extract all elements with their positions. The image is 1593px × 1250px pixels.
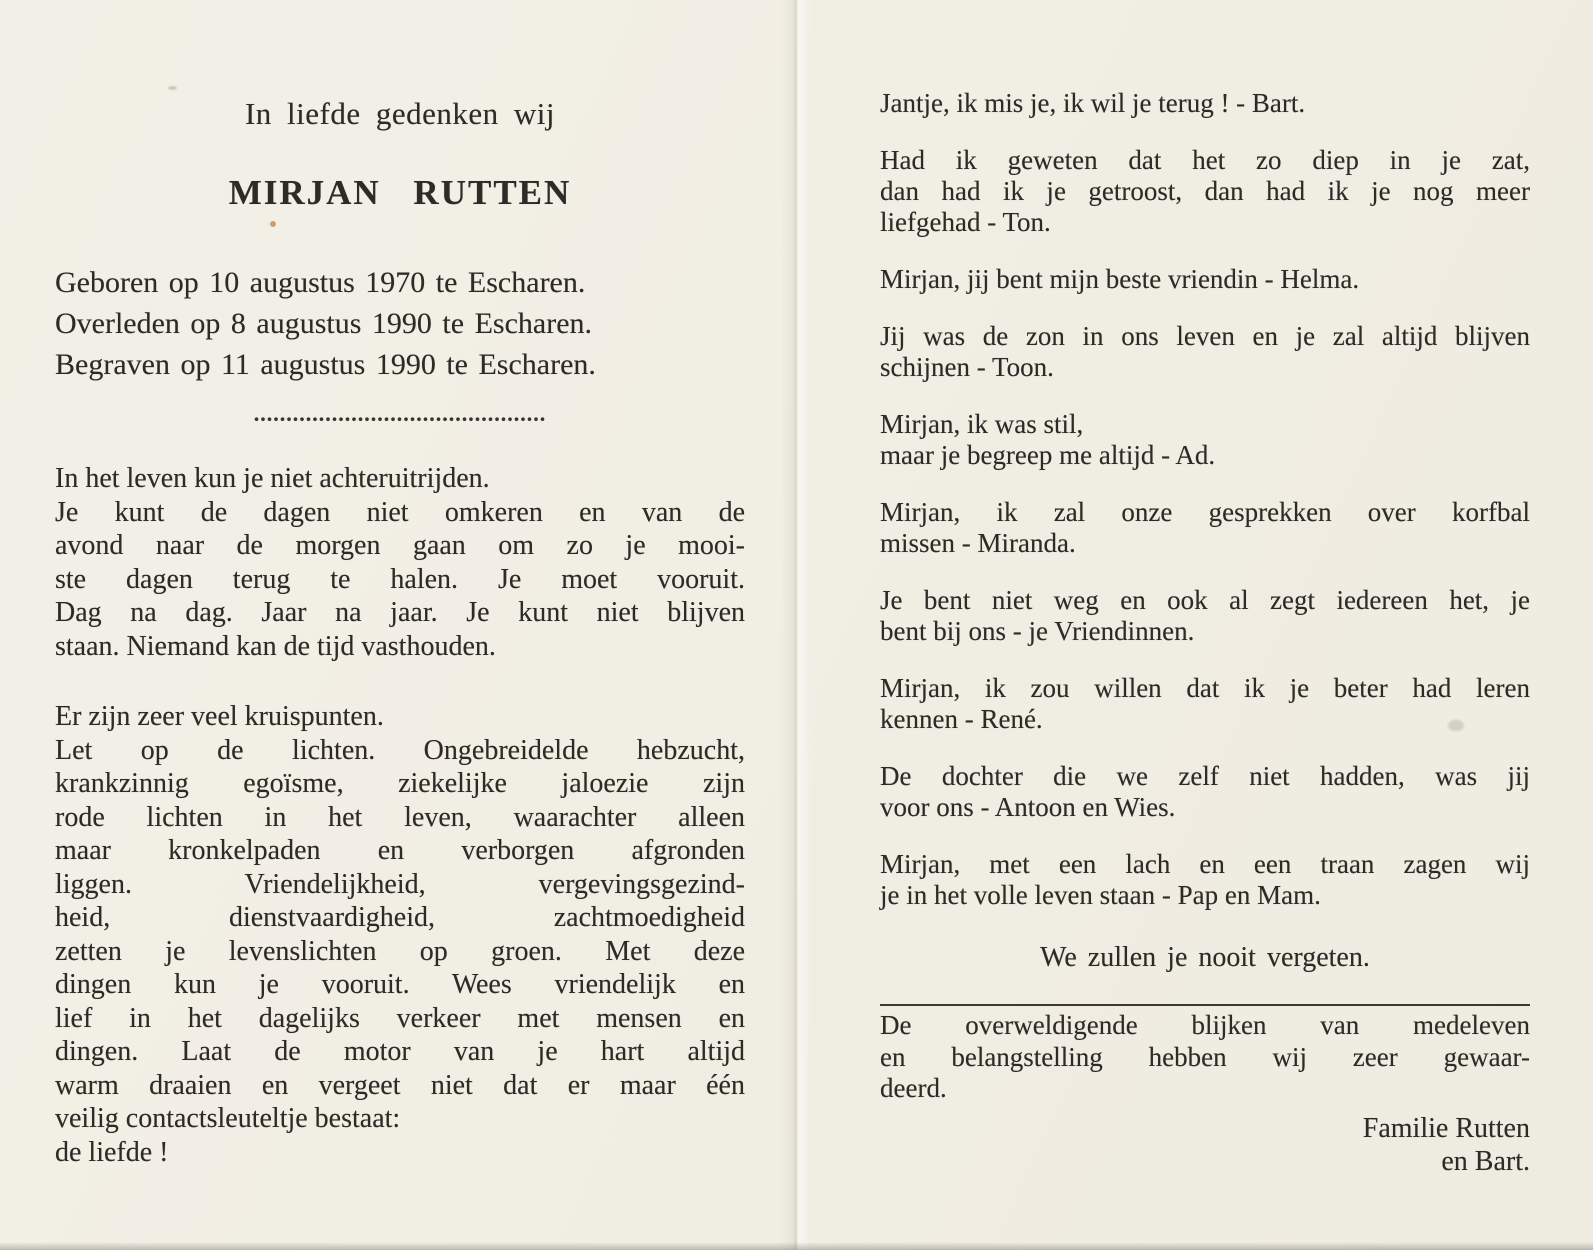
horizontal-divider	[880, 1004, 1530, 1006]
text-line: kennen - René.	[880, 704, 1043, 734]
text-line: Er zijn zeer veel kruispunten.	[55, 701, 384, 732]
condolence-list	[880, 88, 1530, 911]
paper-speck	[168, 86, 177, 90]
text-line: en belangstelling hebben wij zeer gewaar-	[880, 1041, 1530, 1072]
text-line: deerd.	[880, 1073, 947, 1103]
condolence-paragraph	[880, 145, 1530, 238]
condolence-paragraph	[880, 761, 1530, 823]
text-line: dingen. Laat de motor van je hart altijd	[55, 1036, 745, 1067]
text-line: schijnen - Toon.	[880, 352, 1054, 382]
text-line: Mirjan, ik zou willen dat ik je beter had leren	[880, 673, 1530, 703]
memorial-poem-part-2	[55, 700, 745, 1169]
text-line: en Bart.	[1441, 1145, 1530, 1177]
text-line: lief in het dagelijks verkeer met mensen en	[55, 1002, 745, 1034]
condolence-paragraph	[880, 409, 1530, 471]
text-line: je in het volle leven staan - Pap en Mam.	[880, 880, 1321, 910]
text-line: Overleden op 8 augustus 1990 te Escharen.	[55, 307, 593, 340]
text-line: Geboren op 10 augustus 1970 te Escharen.	[55, 266, 586, 299]
text-line: Let op de lichten. Ongebreidelde hebzucht,	[55, 734, 745, 766]
left-page	[55, 96, 745, 1169]
text-line: liefgehad - Ton.	[880, 207, 1051, 237]
text-line: staan. Niemand kan de tijd vasthouden.	[55, 630, 496, 662]
text-line: veilig contactsleuteltje bestaat:	[55, 1103, 401, 1134]
text-line: missen - Miranda.	[880, 528, 1076, 558]
text-line: maar je begreep me altijd - Ad.	[880, 440, 1216, 470]
text-line: Je kunt de dagen niet omkeren en van de	[55, 496, 745, 528]
text-line: Mirjan, met een lach en een traan zagen wij	[880, 849, 1530, 879]
condolence-paragraph	[880, 321, 1530, 383]
text-line: Mirjan, ik was stil,	[880, 409, 1084, 439]
acknowledgement-text	[880, 1010, 1530, 1105]
text-line: Had ik geweten dat het zo diep in je zat,	[880, 145, 1530, 175]
life-dates	[55, 262, 745, 385]
text-line: In het leven kun je niet achteruitrijden.	[55, 463, 490, 494]
condolence-paragraph	[880, 673, 1530, 735]
closing-sentence: We zullen je nooit vergeten.	[1040, 942, 1370, 973]
text-line: Mirjan, ik zal onze gesprekken over korfbal	[880, 497, 1530, 527]
memorial-poem-part-1	[55, 462, 745, 663]
text-line: Familie Rutten	[1362, 1112, 1530, 1144]
text-line: warm draaien en vergeet niet dat er maar één	[55, 1069, 745, 1101]
dedication-text: In liefde gedenken wij	[244, 96, 556, 131]
text-line: krankzinnig egoïsme, ziekelijke jaloezie zijn	[55, 768, 745, 799]
condolence-paragraph	[880, 88, 1530, 119]
text-line: Jantje, ik mis je, ik wil je terug ! - Bart.	[880, 88, 1306, 118]
text-line: Je bent niet weg en ook al zegt iedereen het, je	[880, 585, 1530, 615]
text-line: de liefde !	[55, 1136, 169, 1168]
condolence-paragraph	[880, 264, 1530, 295]
text-line: Begraven op 11 augustus 1990 te Escharen.	[55, 348, 596, 381]
text-line: zetten je levenslichten op groen. Met deze	[55, 935, 745, 967]
text-line: De overweldigende blijken van medeleven	[880, 1010, 1530, 1040]
text-line: voor ons - Antoon en Wies.	[880, 792, 1176, 822]
deceased-name: MIRJAN RUTTEN	[228, 173, 572, 212]
text-line: De dochter die we zelf niet hadden, was jij	[880, 761, 1530, 791]
text-line: bent bij ons - je Vriendinnen.	[880, 616, 1195, 646]
right-page	[880, 88, 1530, 1178]
text-line: dingen kun je vooruit. Wees vriendelijk en	[55, 969, 745, 1000]
dotted-divider: .............................................	[253, 401, 547, 426]
text-line: Jij was de zon in ons leven en je zal altijd blijven	[880, 321, 1530, 351]
text-line: Dag na dag. Jaar na jaar. Je kunt niet blijven	[55, 597, 745, 628]
family-signature	[880, 1112, 1530, 1178]
text-line: rode lichten in het leven, waarachter alleen	[55, 801, 745, 833]
scan-bottom-shadow	[0, 1242, 1593, 1250]
text-line: avond naar de morgen gaan om zo je mooi-	[55, 530, 745, 561]
text-line: heid, dienstvaardigheid, zachtmoedigheid	[55, 902, 745, 933]
page-fold-crease	[781, 0, 811, 1250]
text-line: dan had ik je getroost, dan had ik je nog meer	[880, 176, 1530, 206]
text-line: Mirjan, jij bent mijn beste vriendin - Helma.	[880, 264, 1360, 294]
condolence-paragraph	[880, 497, 1530, 559]
text-line: ste dagen terug te halen. Je moet vooruit.	[55, 563, 745, 595]
condolence-paragraph	[880, 585, 1530, 647]
condolence-paragraph	[880, 849, 1530, 911]
text-line: liggen. Vriendelijkheid, vergevingsgezind-	[55, 868, 745, 900]
text-line: maar kronkelpaden en verborgen afgronden	[55, 835, 745, 866]
